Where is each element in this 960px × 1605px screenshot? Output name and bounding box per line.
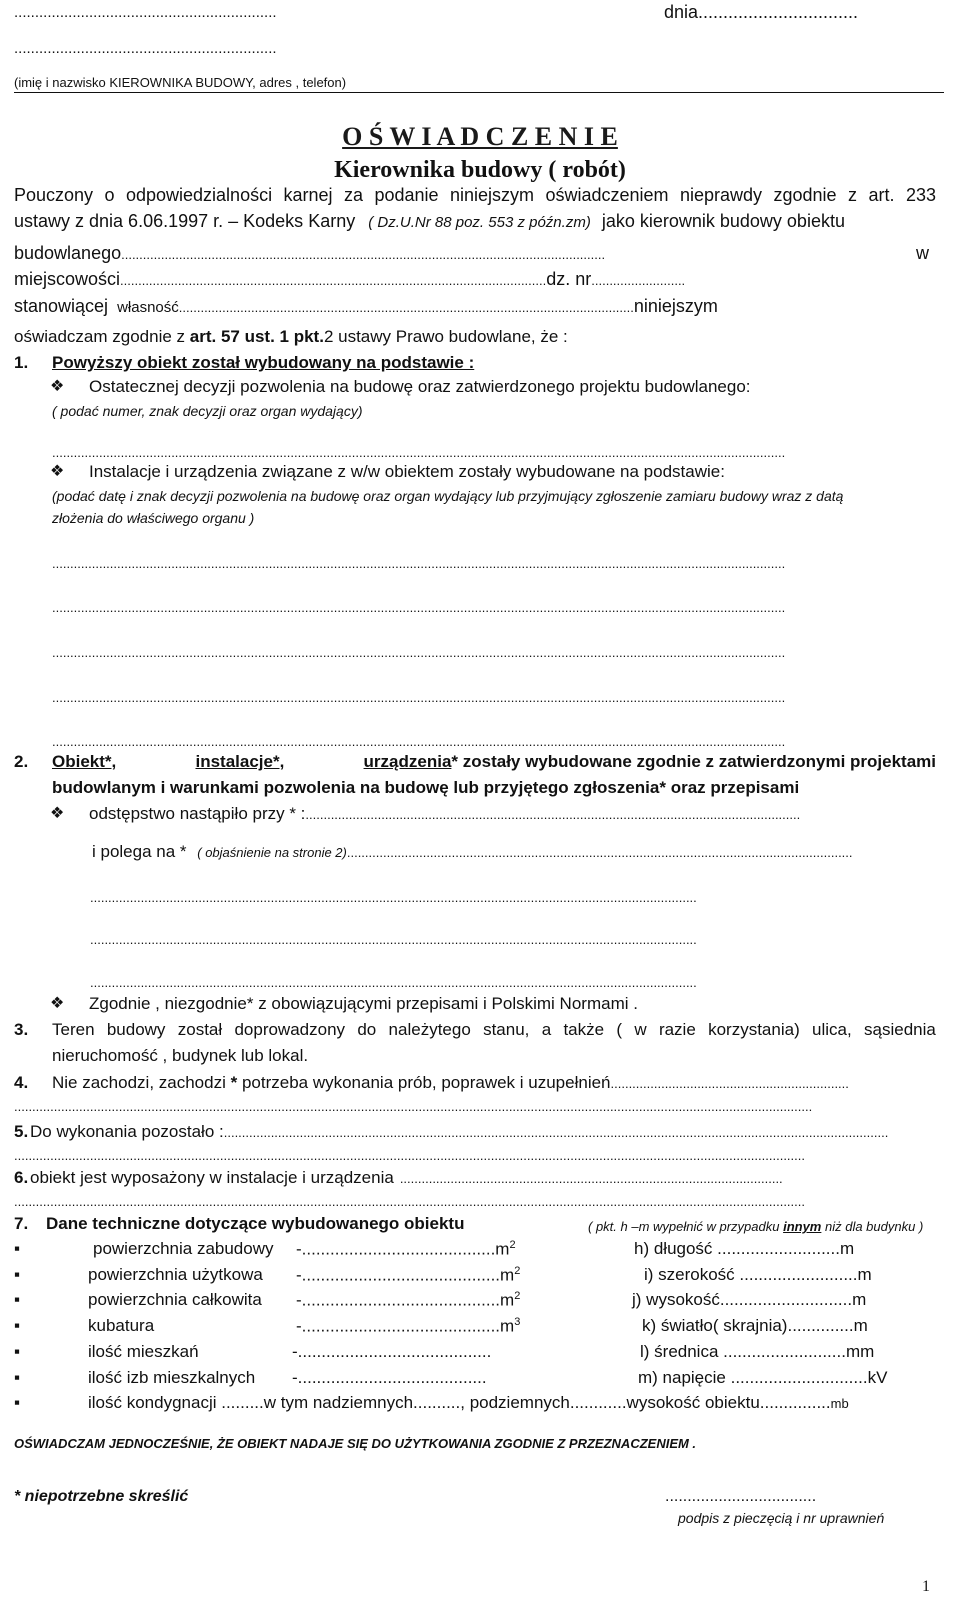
tech-row-unit-exponent: 2 xyxy=(509,1239,516,1251)
square-bullet-icon: ▪ xyxy=(14,1342,21,1361)
intro-line-1-word: oświadczeniem xyxy=(545,185,669,205)
section-3-line-1-word: a xyxy=(541,1020,552,1039)
section-3-line-1-word: razie xyxy=(658,1020,696,1039)
s1-dots-3: ........................................................................................................................................................................................................... xyxy=(52,600,786,615)
intro-line-1-word: zgodnie xyxy=(773,185,837,205)
section-7-note: ( pkt. h –m wypełnić w przypadku innym niż dla budynku ) xyxy=(588,1219,924,1234)
header-divider xyxy=(14,92,944,93)
tech-row-value-text: -......................................... xyxy=(292,1342,492,1361)
section-6-number: 6. xyxy=(14,1168,29,1187)
tech-row-value-text: -........................................ xyxy=(292,1368,487,1387)
section-4-number: 4. xyxy=(14,1073,29,1092)
section-3-line-1 xyxy=(52,1020,936,1040)
section-5-dots: ........................................................................................................................................................................................................................... xyxy=(14,1148,805,1163)
page-number: 1 xyxy=(922,1578,930,1595)
tech-row-right: j) wysokość............................m xyxy=(632,1290,867,1309)
tech-row-label: powierzchnia użytkowa xyxy=(88,1265,263,1284)
section-2-line-2: budowlanym i warunkami pozwolenia na budowę lub przyjętego zgłoszenia* oraz przepisami xyxy=(52,778,800,797)
intro-line-1-word: 233 xyxy=(905,185,936,205)
square-bullet-icon: ▪ xyxy=(14,1290,21,1309)
tech-row-label: kubatura xyxy=(88,1316,155,1335)
section-6-text: obiekt jest wyposażony w instalacje i urządzenia .......................................................................................................... xyxy=(30,1168,783,1187)
square-bullet-icon: ▪ xyxy=(14,1316,21,1335)
diamond-bullet-icon: ❖ xyxy=(50,805,65,822)
intro-line-1-word: o xyxy=(104,185,115,205)
section-5-text: Do wykonania pozostało :........................................................................................................................................................................................ xyxy=(30,1122,889,1141)
tech-row-right: k) światło( skrajnia)..............m xyxy=(642,1316,868,1335)
tech-row-label: ilość mieszkań xyxy=(88,1342,199,1361)
tech-row-right: m) napięcie .............................kV xyxy=(638,1368,888,1387)
section-3-line-1-word: także xyxy=(563,1020,605,1039)
section-3-line-1-word: Teren xyxy=(52,1020,95,1039)
intro-line-4: miejscowości......................................................................................................................dz. nr.......................... xyxy=(14,269,686,289)
section-2-line-1: Obiekt*, instalacje*, urządzenia* zostały wybudowane zgodnie z zatwierdzonymi projektami xyxy=(52,752,936,771)
tech-row-unit-exponent: 3 xyxy=(514,1316,521,1328)
diamond-bullet-icon: ❖ xyxy=(50,378,65,395)
section-1-number: 1. xyxy=(14,353,29,372)
tech-row-value xyxy=(292,1368,487,1388)
page-subtitle: Kierownika budowy ( robót) xyxy=(334,157,626,183)
section-7-heading: Dane techniczne dotyczące wybudowanego obiektu xyxy=(46,1214,465,1233)
tech-row-label: powierzchnia całkowita xyxy=(88,1290,262,1309)
section-5-number: 5. xyxy=(14,1122,29,1141)
s2-explanation: i polega na * ( objaśnienie na stronie 2)............................................................................................................................................ xyxy=(92,842,853,861)
section-3-line-1-word: korzystania) xyxy=(708,1020,800,1039)
square-bullet-icon: ▪ xyxy=(14,1368,21,1387)
intro-line-1-word: z xyxy=(848,185,858,205)
section-3-line-1-word: sąsiednia xyxy=(864,1020,936,1039)
strike-note: * niepotrzebne skreślić xyxy=(14,1488,189,1505)
section-3-line-1-word: ulica, xyxy=(812,1020,852,1039)
s1-bullet-2: Instalacje i urządzenia związane z w/w obiektem zostały wybudowane na podstawie: xyxy=(89,462,725,481)
section-3-line-1-word: ( xyxy=(616,1020,623,1039)
final-statement: OŚWIADCZAM JEDNOCZEŚNIE, ŻE OBIEKT NADAJE SIĘ DO UŻYTKOWANIA ZGODNIE Z PRZEZNACZENIEM . xyxy=(14,1436,697,1451)
section-7-number: 7. xyxy=(14,1214,29,1233)
s2-deviation: odstępstwo nastąpiło przy * :......................................................................................................................................... xyxy=(89,804,801,823)
tech-row-value xyxy=(296,1316,520,1337)
date-field: dnia................................ xyxy=(664,2,859,22)
page-title: O Ś W I A D C Z E N I E xyxy=(342,122,618,151)
intro-line-1-word: karnej xyxy=(283,185,333,205)
tech-row-value xyxy=(292,1342,491,1362)
square-bullet-icon: ▪ xyxy=(14,1393,21,1412)
section-2-number: 2. xyxy=(14,752,29,771)
section-1-heading: Powyższy obiekt został wybudowany na podstawie : xyxy=(52,353,475,372)
s1-dots-2: ........................................................................................................................................................................................................... xyxy=(52,556,786,571)
s1-bullet-2-hint-1: (podać datę i znak decyzji pozwolenia na budowę oraz organ wydający lub przyjmujący zgłoszenie zamiaru budowy wraz z datą xyxy=(52,488,844,504)
section-4-text: Nie zachodzi, zachodzi * potrzeba wykonania prób, poprawek i uzupełnień.................................................................. xyxy=(52,1073,849,1092)
section-3-line-1-word: należytego xyxy=(388,1020,471,1039)
intro-line-1-word: odpowiedzialności xyxy=(125,185,273,205)
section-3-line-1-word: doprowadzony xyxy=(234,1020,346,1039)
sender-caption: (imię i nazwisko KIEROWNIKA BUDOWY, adres , telefon) xyxy=(14,75,347,90)
tech-row-right: h) długość ..........................m xyxy=(634,1239,855,1258)
s1-bullet-2-hint-2: złożenia do właściwego organu ) xyxy=(52,510,255,526)
section-6-dots: ........................................................................................................................................................................................................................... xyxy=(14,1194,805,1209)
tech-row-value-text: -..........................................m xyxy=(296,1290,515,1310)
intro-line-6: oświadczam zgodnie z art. 57 ust. 1 pkt.2 ustawy Prawo budowlane, że : xyxy=(14,327,568,346)
s1-bullet-1-hint: ( podać numer, znak decyzji oraz organ wydający) xyxy=(52,403,363,419)
tech-row-label: ilość izb mieszkalnych xyxy=(88,1368,256,1387)
section-3-line-1-word: został xyxy=(177,1020,223,1039)
tech-row-unit-exponent: 2 xyxy=(514,1265,521,1277)
section-3-line-1-word: do xyxy=(357,1020,377,1039)
signature-line: .................................. xyxy=(665,1488,817,1505)
s1-dots-1: ........................................................................................................................................................................................................... xyxy=(52,445,786,460)
intro-line-5: stanowiącej własność..............................................................................................................................niniejszym xyxy=(14,296,718,316)
intro-w: w xyxy=(916,243,929,263)
section-3-line-1-word: w xyxy=(634,1020,647,1039)
s1-dots-4: ........................................................................................................................................................................................................... xyxy=(52,645,786,660)
tech-row-value xyxy=(296,1265,520,1286)
tech-row-right: l) średnica ..........................mm xyxy=(640,1342,875,1361)
tech-row-value-text: -..........................................m xyxy=(296,1265,515,1285)
diamond-bullet-icon: ❖ xyxy=(50,463,65,480)
tech-row-value xyxy=(296,1239,516,1260)
intro-line-1-word: art. xyxy=(868,185,895,205)
section-3-line-2: nieruchomość , budynek lub lokal. xyxy=(52,1046,309,1065)
s1-bullet-1: Ostatecznej decyzji pozwolenia na budowę oraz zatwierdzonego projektu budowlanego: xyxy=(89,377,751,396)
tech-row-value xyxy=(296,1290,520,1311)
tech-row-value-text: -.........................................m xyxy=(296,1239,510,1259)
square-bullet-icon: ▪ xyxy=(14,1239,21,1258)
section-3-line-1-word: stanu, xyxy=(483,1020,530,1039)
tech-row-unit-exponent: 2 xyxy=(514,1290,521,1302)
intro-line-1-word: za xyxy=(344,185,364,205)
intro-line-1 xyxy=(14,185,936,206)
intro-line-1-word: Pouczony xyxy=(14,185,94,205)
header-dots-2: ............................................................... xyxy=(14,40,277,57)
intro-line-1-word: niniejszym xyxy=(450,185,535,205)
s1-dots-6: ........................................................................................................................................................................................................... xyxy=(52,734,786,749)
section-3-line-1-word: budowy xyxy=(106,1020,166,1039)
intro-line-2: ustawy z dnia 6.06.1997 r. – Kodeks Karny ( Dz.U.Nr 88 poz. 553 z późn.zm) jako kierownik budowy obiektu xyxy=(14,211,845,231)
intro-line-3: budowlanego...................................................................................................................................... xyxy=(14,243,606,263)
s2-dots-1: ........................................................................................................................................................................ xyxy=(90,890,697,905)
tech-row-value-text: -..........................................m xyxy=(296,1316,515,1336)
section-4-dots: ............................................................................................................................................................................................................................. xyxy=(14,1099,813,1114)
intro-line-1-word: nieprawdy xyxy=(680,185,763,205)
intro-line-1-word: podanie xyxy=(374,185,439,205)
s2-dots-3: ........................................................................................................................................................................ xyxy=(90,975,697,990)
header-dots-1: ............................................................... xyxy=(14,4,277,21)
s2-compliance: Zgodnie , niezgodnie* z obowiązującymi przepisami i Polskimi Normami . xyxy=(89,994,638,1013)
section-3-number: 3. xyxy=(14,1020,29,1039)
tech-row-label: powierzchnia zabudowy xyxy=(93,1239,274,1258)
diamond-bullet-icon: ❖ xyxy=(50,995,65,1012)
tech-row-floors: ilość kondygnacji .........w tym nadziemnych.........., podziemnych............wysokość obiektu...............mb xyxy=(88,1393,849,1412)
signature-caption: podpis z pieczęcią i nr uprawnień xyxy=(678,1510,885,1526)
s1-dots-5: ........................................................................................................................................................................................................... xyxy=(52,690,786,705)
tech-row-right: i) szerokość .........................m xyxy=(644,1265,872,1284)
s2-dots-2: ........................................................................................................................................................................ xyxy=(90,932,697,947)
square-bullet-icon: ▪ xyxy=(14,1265,21,1284)
